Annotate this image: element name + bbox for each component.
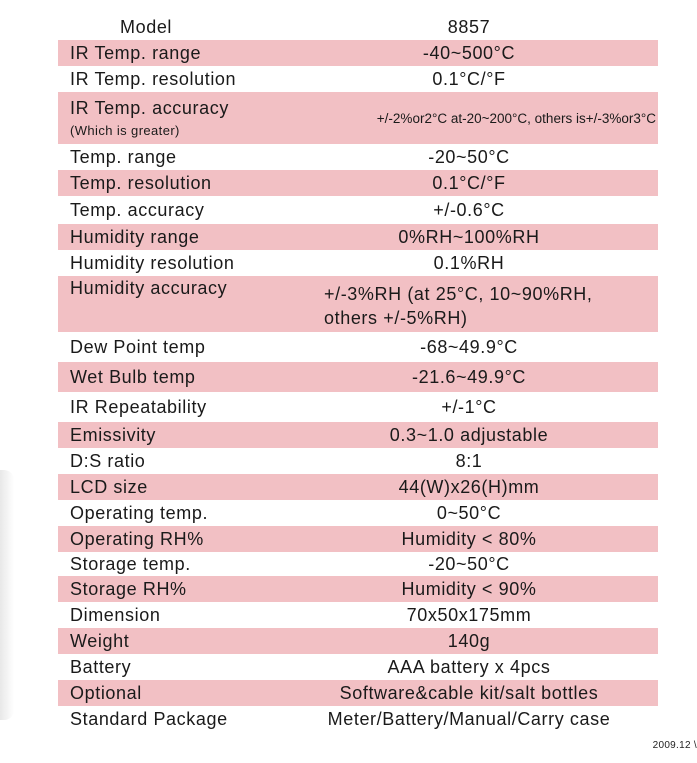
row-label: Dew Point temp	[70, 336, 206, 357]
row-value: 0.1°C/°F	[432, 172, 506, 193]
row-value: -40~500°C	[422, 42, 516, 63]
table-row	[58, 526, 658, 552]
row-value: 0~50°C	[436, 502, 502, 523]
row-value-line: others +/-5%RH)	[324, 308, 468, 328]
row-value-line: +/-3%RH (at 25°C, 10~90%RH,	[324, 284, 593, 304]
row-value-group	[280, 276, 658, 330]
row-label: Operating RH%	[70, 528, 204, 549]
row-label: Dimension	[70, 604, 161, 625]
table-row	[58, 448, 658, 474]
table-row	[58, 224, 658, 250]
row-label: IR Temp. resolution	[70, 68, 237, 89]
table-row	[58, 170, 658, 196]
row-label: Humidity resolution	[70, 252, 235, 273]
page-edge-shadow	[0, 470, 14, 720]
row-label: D:S ratio	[70, 450, 146, 471]
row-value: 44(W)x26(H)mm	[398, 476, 540, 497]
table-row	[58, 654, 658, 680]
row-value: 0.1%RH	[433, 252, 505, 273]
row-label: Weight	[70, 630, 130, 651]
row-label-group	[58, 92, 280, 144]
table-row	[58, 552, 658, 576]
row-label: LCD size	[70, 476, 148, 497]
table-row	[58, 276, 658, 332]
table-row	[58, 706, 658, 732]
table-row	[58, 392, 658, 422]
table-row	[58, 628, 658, 654]
row-label: Optional	[70, 682, 142, 703]
row-label: IR Repeatability	[70, 396, 207, 417]
row-value: -20~50°C	[428, 146, 510, 167]
row-value: Humidity < 80%	[401, 528, 537, 549]
row-value: 0.3~1.0 adjustable	[389, 424, 549, 445]
spec-table	[58, 14, 658, 732]
row-value: -20~50°C	[428, 553, 510, 574]
row-label: Operating temp.	[70, 502, 209, 523]
row-value: 70x50x175mm	[406, 604, 532, 625]
row-label: Storage temp.	[70, 553, 191, 574]
row-value: -21.6~49.9°C	[412, 366, 526, 387]
row-value: 0%RH~100%RH	[398, 226, 540, 247]
row-label: Humidity accuracy	[70, 278, 228, 298]
table-row	[58, 92, 658, 144]
row-label: Temp. range	[70, 146, 177, 167]
row-label: Storage RH%	[70, 578, 187, 599]
table-row	[58, 500, 658, 526]
table-row	[58, 362, 658, 392]
row-value: +/-2%or2°C at-20~200°C, others is+/-3%or3°C	[376, 110, 656, 126]
row-value: 8:1	[455, 450, 483, 471]
row-label: IR Temp. accuracy	[70, 98, 229, 118]
row-label: Standard Package	[70, 708, 228, 729]
table-row	[58, 680, 658, 706]
row-sublabel: (Which is greater)	[70, 123, 180, 138]
row-value: 0.1°C/°F	[432, 68, 506, 89]
table-row	[58, 40, 658, 66]
row-value: Software&cable kit/salt bottles	[339, 682, 599, 703]
table-row	[58, 196, 658, 224]
table-row	[58, 332, 658, 362]
table-row	[58, 474, 658, 500]
row-label: Emissivity	[70, 424, 156, 445]
row-value: Meter/Battery/Manual/Carry case	[327, 708, 611, 729]
row-value: -68~49.9°C	[420, 336, 518, 357]
table-header-row	[58, 14, 658, 40]
row-label: Temp. accuracy	[70, 199, 205, 220]
row-value: +/-1°C	[441, 396, 497, 417]
footer-date: 2009.12 \	[652, 740, 697, 751]
table-row	[58, 250, 658, 276]
table-row	[58, 602, 658, 628]
row-label: Wet Bulb temp	[70, 366, 196, 387]
table-row	[58, 144, 658, 170]
table-row	[58, 66, 658, 92]
row-value: Humidity < 90%	[401, 578, 537, 599]
row-label: Humidity range	[70, 226, 200, 247]
row-label: IR Temp. range	[70, 42, 202, 63]
row-value: AAA battery x 4pcs	[387, 656, 551, 677]
table-row	[58, 422, 658, 448]
row-value: 140g	[447, 630, 491, 651]
table-row	[58, 576, 658, 602]
row-value: +/-0.6°C	[433, 199, 505, 220]
header-value: 8857	[447, 16, 491, 37]
header-label: Model	[120, 16, 173, 37]
row-label: Battery	[70, 656, 132, 677]
row-label: Temp. resolution	[70, 172, 212, 193]
